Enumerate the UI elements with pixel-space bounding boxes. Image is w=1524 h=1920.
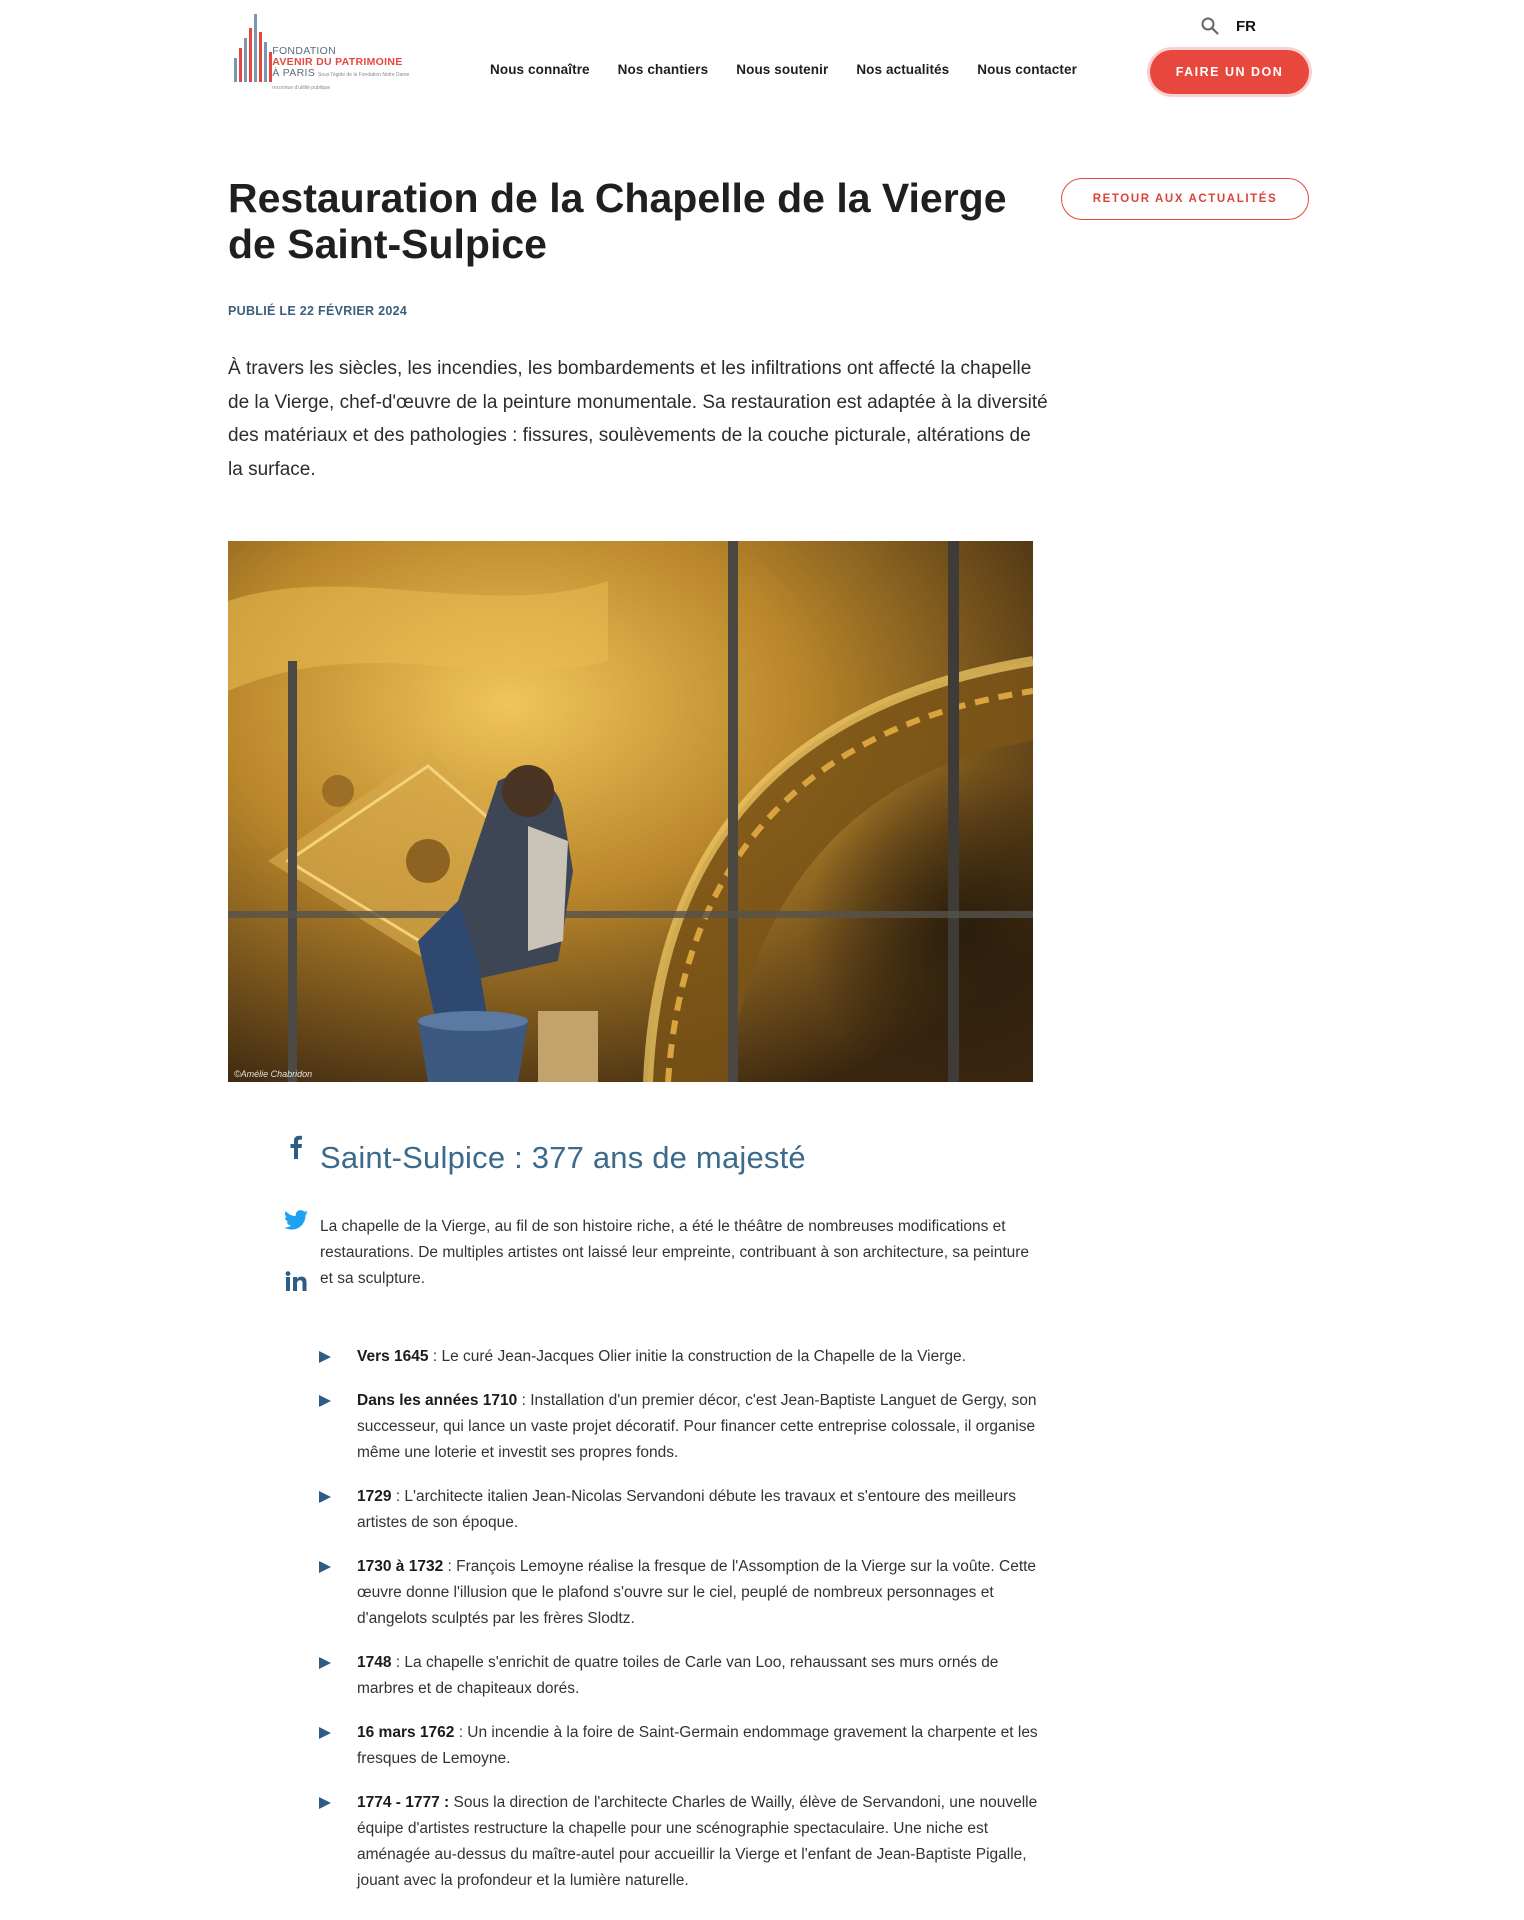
timeline-date: 1748: [357, 1654, 392, 1671]
search-icon[interactable]: [1200, 16, 1220, 36]
facebook-icon: [289, 1135, 303, 1159]
site-logo[interactable]: [232, 14, 427, 91]
timeline-text: : Le curé Jean-Jacques Olier initie la construction de la Chapelle de la Vierge.: [428, 1348, 966, 1365]
timeline-item: [318, 1790, 1038, 1894]
timeline-date: 16 mars 1762: [357, 1724, 455, 1741]
twitter-share-button[interactable]: [284, 1207, 308, 1233]
timeline-date: 1729: [357, 1488, 392, 1505]
facebook-share-button[interactable]: [284, 1134, 308, 1160]
timeline-item: [318, 1650, 1038, 1702]
timeline-item: [318, 1344, 1038, 1370]
nav-item-nous-connaitre[interactable]: Nous connaître: [490, 62, 590, 77]
nav-item-nos-actualites[interactable]: Nos actualités: [856, 62, 950, 77]
bullet-triangle-icon: [319, 1351, 331, 1363]
timeline-text: : La chapelle s'enrichit de quatre toiles de Carle van Loo, rehaussant ses murs ornés de marbres et de chapiteaux dorés.: [357, 1654, 999, 1697]
bullet-triangle-icon: [319, 1657, 331, 1669]
timeline-text: : L'architecte italien Jean-Nicolas Servandoni débute les travaux et s'entoure des meilleurs artistes de son époque.: [357, 1488, 1017, 1531]
logo-line-3: À PARIS: [272, 67, 316, 79]
timeline-date: 1774 - 1777 :: [357, 1794, 450, 1811]
nav-item-nous-soutenir[interactable]: Nous soutenir: [736, 62, 829, 77]
bullet-triangle-icon: [319, 1727, 331, 1739]
timeline-date: 1730 à 1732: [357, 1558, 444, 1575]
logo-tagline: Sous l'égide de la Fondation Notre Dame reconnue d'utilité publique: [272, 72, 410, 91]
logo-line-2: AVENIR DU PATRIMOINE: [272, 56, 403, 68]
article-lead: À travers les siècles, les incendies, les bombardements et les infiltrations ont affecté la chapelle de la Vierge, chef-d'œuvre de la peinture monumentale. Sa restauration est adaptée à la diversité des matériaux et des pathologies : fissures, soulèvements de la couche picturale, altérations de la surface.: [228, 358, 1048, 480]
page-title: Restauration de la Chapelle de la Vierge de Saint-Sulpice: [228, 175, 1007, 267]
timeline-date: Dans les années 1710: [357, 1392, 518, 1409]
photo-credit: ©Amélie Chabridon: [234, 1069, 313, 1079]
timeline-date: Vers 1645: [357, 1348, 429, 1365]
linkedin-icon: [285, 1271, 307, 1291]
logo-line-1: FONDATION: [272, 45, 337, 57]
logo-mark-icon: [232, 14, 268, 82]
twitter-icon: [284, 1210, 308, 1230]
timeline-text: : Un incendie à la foire de Saint-Germain endommage gravement la charpente et les fresques de Lemoyne.: [357, 1724, 1038, 1767]
section-heading: Saint-Sulpice : 377 ans de majesté: [320, 1140, 806, 1175]
timeline-item: [318, 1388, 1038, 1466]
bullet-triangle-icon: [319, 1797, 331, 1809]
bullet-triangle-icon: [319, 1395, 331, 1407]
language-selector[interactable]: FR: [1236, 17, 1256, 35]
timeline-item: [318, 1720, 1038, 1772]
timeline-text: : François Lemoyne réalise la fresque de l'Assomption de la Vierge sur la voûte. Cette œuvre donne l'illusion que le plafond s'ouvre sur le ciel, peuplé de nombreux personnages et d'angelots sculptés par les frères Slodtz.: [357, 1558, 1037, 1627]
timeline-item: [318, 1484, 1038, 1536]
article-photo: [228, 541, 1033, 1082]
publish-date: PUBLIÉ LE 22 FÉVRIER 2024: [228, 304, 408, 318]
back-to-news-button[interactable]: RETOUR AUX ACTUALITÉS: [1061, 178, 1309, 220]
timeline-text: : Installation d'un premier décor, c'est Jean-Baptiste Languet de Gergy, son successeur, qui lance un vaste projet décoratif. Pour financer cette entreprise colossale, il organise même une loterie et investit ses propres fonds.: [357, 1392, 1037, 1461]
timeline-list: [318, 1344, 1038, 1912]
timeline-item: [318, 1554, 1038, 1632]
bullet-triangle-icon: [319, 1561, 331, 1573]
timeline-text: Sous la direction de l'architecte Charles de Wailly, élève de Servandoni, une nouvelle équipe d'artistes restructure la chapelle pour une scénographie spectaculaire. Une niche est aménagée au-dessus du maître-autel pour accueillir la Vierge et l'enfant de Jean-Baptiste Pigalle, jouant avec la profondeur et la lumière naturelle.: [357, 1794, 1038, 1889]
nav-item-nos-chantiers[interactable]: Nos chantiers: [617, 62, 709, 77]
nav-item-nous-contacter[interactable]: Nous contacter: [977, 62, 1077, 77]
donate-button[interactable]: FAIRE UN DON: [1150, 50, 1309, 94]
bullet-triangle-icon: [319, 1491, 331, 1503]
section-intro: La chapelle de la Vierge, au fil de son histoire riche, a été le théâtre de nombreuses modifications et restaurations. De multiples artistes ont laissé leur empreinte, contribuant à son architecture, sa peinture et sa sculpture.: [320, 1218, 1030, 1287]
main-nav: [490, 62, 1105, 77]
linkedin-share-button[interactable]: [284, 1268, 308, 1294]
